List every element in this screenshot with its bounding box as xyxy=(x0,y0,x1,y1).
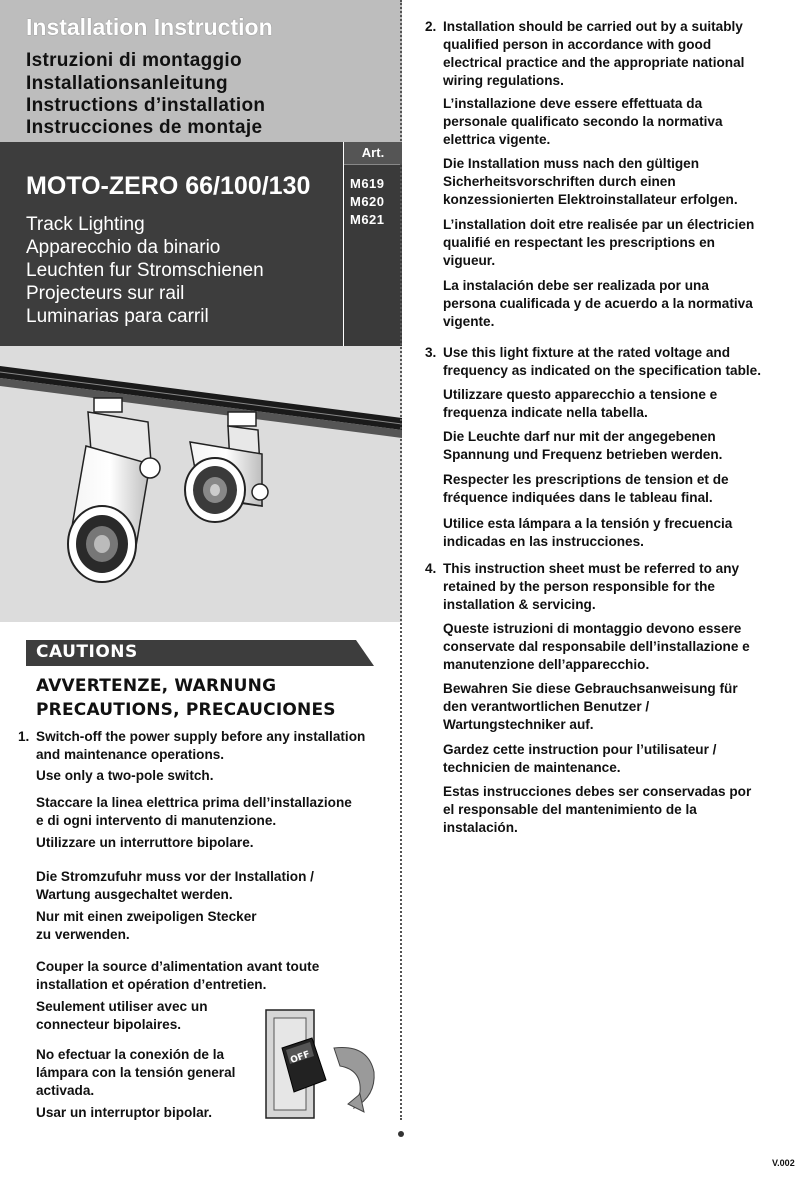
switch-off-icon xyxy=(264,1008,388,1120)
category-english: Track Lighting xyxy=(26,214,145,235)
item-2-para-1: Installation should be carried out by a suitably qualified person in accordance with good electrical practice and the appropriate national wiring regulations. xyxy=(443,19,745,88)
item-2-para-2: L’installazione deve essere effettuata da personale qualificato secondo la normativa elettrica vigente. xyxy=(443,96,723,147)
item-1-number: 1. xyxy=(18,729,30,744)
item-1-para-2: Use only a two-pole switch. xyxy=(36,768,214,783)
item-1-para-6: Nur mit einen zweipoligen Stecker zu verwenden. xyxy=(36,909,257,942)
category-spanish: Luminarias para carril xyxy=(26,306,209,327)
switch-off-label: OFF xyxy=(289,1049,312,1066)
product-block xyxy=(0,142,343,346)
item-3-para-5: Utilice esta lámpara a la tensión y frecuencia indicadas en las instrucciones. xyxy=(443,516,733,549)
track-light-drawing xyxy=(0,346,402,622)
document-title: Installation Instruction xyxy=(26,14,273,40)
subtitle-italian: Istruzioni di montaggio xyxy=(26,50,242,71)
item-1-para-10: Usar un interruptor bipolar. xyxy=(36,1105,212,1120)
item-1-para-4: Utilizzare un interruttore bipolare. xyxy=(36,835,254,850)
item-4-para-4: Gardez cette instruction pour l’utilisateur / technicien de maintenance. xyxy=(443,742,717,775)
item-2-para-4: L’installation doit etre realisée par un électricien qualifié en respectant les prescriptions en vigueur. xyxy=(443,217,755,268)
article-panel xyxy=(344,164,402,346)
article-code-1: M619 xyxy=(350,176,385,191)
item-3-para-2: Utilizzare questo apparecchio a tensione e frequenza indicate nella tabella. xyxy=(443,387,718,420)
category-french: Projecteurs sur rail xyxy=(26,283,185,304)
subtitle-spanish: Instrucciones de montaje xyxy=(26,117,263,138)
item-3-para-1: Use this light fixture at the rated voltage and frequency as indicated on the specification table. xyxy=(443,345,762,378)
item-2-para-3: Die Installation muss nach den gültigen Sicherheitsvorschriften durch einen konzessionierten Elektroinstallateur erfolgen. xyxy=(443,156,738,207)
adapter-right xyxy=(228,412,256,426)
article-code-2: M620 xyxy=(350,194,385,209)
item-1-para-8: Seulement utiliser avec un connecteur bipolaires. xyxy=(36,999,208,1032)
item-4-para-2: Queste istruzioni di montaggio devono essere conservate dal responsabile dell’installazione e manutenzione dell’apparecchio. xyxy=(443,621,750,672)
item-4-para-3: Bewahren Sie diese Gebrauchsanweisung für den verantwortlichen Benutzer / Wartungstechniker auf. xyxy=(443,681,738,732)
item-3-para-3: Die Leuchte darf nur mit der angegebenen Spannung und Frequenz betrieben werden. xyxy=(443,429,723,462)
subtitle-french: Instructions d’installation xyxy=(26,95,266,116)
track-light-illustration xyxy=(0,346,402,622)
item-1-para-9: No efectuar la conexión de la lámpara con la tensión general activada. xyxy=(36,1047,236,1098)
cautions-title: CAUTIONS xyxy=(36,642,138,662)
item-1-para-5: Die Stromzufuhr muss vor der Installation / Wartung ausgechaltet werden. xyxy=(36,869,314,902)
cautions-banner xyxy=(26,640,374,666)
category-italian: Apparecchio da binario xyxy=(26,237,221,258)
column-divider xyxy=(400,0,402,1120)
product-name: MOTO-ZERO 66/100/130 xyxy=(26,172,311,200)
divider-dot xyxy=(398,1131,404,1137)
spotlight-left xyxy=(68,446,160,582)
subtitle-german: Installationsanleitung xyxy=(26,73,228,94)
article-label: Art. xyxy=(344,142,402,165)
item-4-para-1: This instruction sheet must be referred to any retained by the person responsible for the installation & servicing. xyxy=(443,561,740,612)
item-2-number: 2. xyxy=(425,19,437,34)
item-1-para-3: Staccare la linea elettrica prima dell’installazione e di ogni intervento di manutenzione. xyxy=(36,795,352,828)
item-3-number: 3. xyxy=(425,345,437,360)
cautions-subtitle-1: AVVERTENZE, WARNUNG xyxy=(36,676,277,696)
version-label: V.002 xyxy=(772,1158,795,1168)
article-code-3: M621 xyxy=(350,212,385,227)
category-german: Leuchten fur Stromschienen xyxy=(26,260,264,281)
cautions-subtitle-2: PRECAUTIONS, PRECAUCIONES xyxy=(36,700,336,720)
item-2-para-5: La instalación debe ser realizada por una persona cualificada y de acuerdo a la normativa vigente. xyxy=(443,278,753,329)
article-codes xyxy=(344,142,402,346)
item-4-para-5: Estas instrucciones debes ser conservadas por el responsable del mantenimiento de la instalación. xyxy=(443,784,752,835)
item-4-number: 4. xyxy=(425,561,437,576)
item-1-para-7: Couper la source d’alimentation avant toute installation et opération d’entretien. xyxy=(36,959,320,992)
item-3-para-4: Respecter les prescriptions de tension et de fréquence indiquées dans le tableau final. xyxy=(443,472,729,505)
item-1-para-1: Switch-off the power supply before any installation and maintenance operations. xyxy=(36,729,366,762)
adapter-left xyxy=(94,398,122,412)
spotlight-right xyxy=(185,442,268,522)
header-title-block xyxy=(0,0,402,142)
